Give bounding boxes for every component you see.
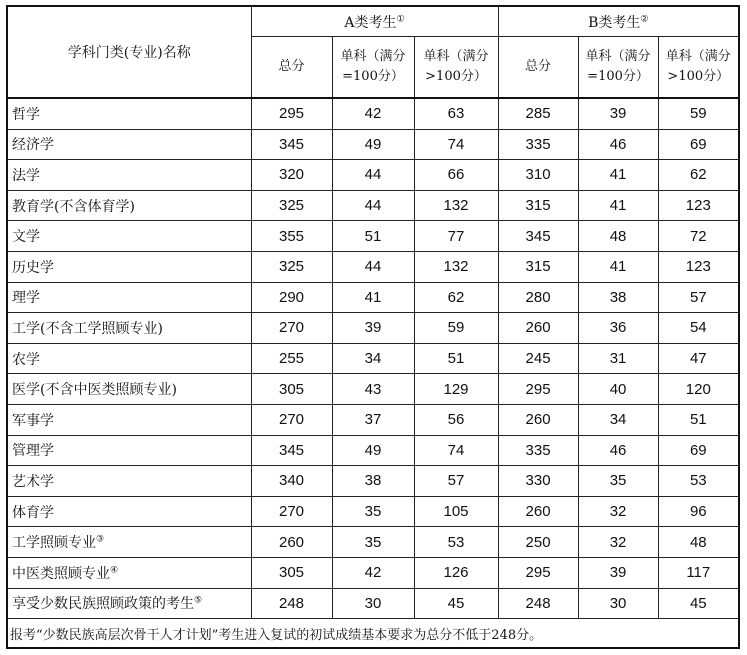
header-b-single-gt100-line2: >100分） — [667, 69, 730, 84]
header-group-b — [498, 6, 739, 37]
subject-name-cell — [7, 588, 251, 619]
subject-name-cell — [7, 282, 251, 313]
score-cell-b-sgt100: 69 — [658, 435, 739, 466]
score-cell-a-s100: 37 — [332, 404, 414, 435]
subject-name: 艺术学 — [12, 473, 54, 490]
table-row — [7, 343, 739, 374]
score-cell-a-s100: 43 — [332, 374, 414, 405]
score-cell-b-sgt100: 57 — [658, 282, 739, 313]
table-row — [7, 190, 739, 221]
subject-name-cell — [7, 190, 251, 221]
score-cell-b-total: 248 — [498, 588, 578, 619]
header-subject-name-label: 学科门类(专业)名称 — [67, 45, 191, 61]
header-b-single-gt100-line1: 单科（满分 — [665, 49, 731, 64]
score-cell-b-sgt100: 48 — [658, 527, 739, 558]
score-cell-a-total: 305 — [251, 374, 332, 405]
score-cell-b-s100: 31 — [578, 343, 658, 374]
subject-name: 文学 — [12, 229, 40, 246]
table-row — [7, 557, 739, 588]
header-a-single-gt100 — [414, 37, 498, 99]
subject-name-cell — [7, 313, 251, 344]
score-cell-a-sgt100: 57 — [414, 466, 498, 497]
score-cell-b-s100: 32 — [578, 496, 658, 527]
subject-name: 法学 — [12, 167, 40, 184]
footnote-mark: ⑤ — [194, 595, 203, 606]
subject-name: 历史学 — [12, 259, 54, 276]
header-a-single-100 — [332, 37, 414, 99]
score-cell-a-s100: 38 — [332, 466, 414, 497]
score-cell-b-s100: 32 — [578, 527, 658, 558]
score-cell-b-sgt100: 53 — [658, 466, 739, 497]
table-row — [7, 435, 739, 466]
score-cell-a-sgt100: 105 — [414, 496, 498, 527]
score-cell-a-sgt100: 77 — [414, 221, 498, 252]
score-cell-b-total: 295 — [498, 374, 578, 405]
header-a-single-100-line1: 单科（满分 — [340, 49, 406, 64]
subject-name-cell — [7, 527, 251, 558]
header-group-a-label: A类考生 — [344, 14, 397, 31]
subject-name: 理学 — [12, 290, 40, 307]
table-row — [7, 404, 739, 435]
score-cell-b-sgt100: 117 — [658, 557, 739, 588]
score-cell-a-sgt100: 132 — [414, 251, 498, 282]
score-cell-b-total: 280 — [498, 282, 578, 313]
score-cell-b-sgt100: 59 — [658, 98, 739, 129]
score-cell-a-sgt100: 62 — [414, 282, 498, 313]
score-cell-b-s100: 36 — [578, 313, 658, 344]
table-row — [7, 160, 739, 191]
header-row-groups — [7, 6, 739, 37]
score-cell-a-s100: 49 — [332, 435, 414, 466]
score-cell-a-total: 325 — [251, 190, 332, 221]
score-cell-a-s100: 51 — [332, 221, 414, 252]
score-cell-a-s100: 42 — [332, 557, 414, 588]
score-cell-a-sgt100: 45 — [414, 588, 498, 619]
header-subject-name — [7, 6, 251, 98]
table-row — [7, 466, 739, 497]
header-b-total — [498, 37, 578, 99]
table-row — [7, 313, 739, 344]
score-table — [6, 5, 740, 649]
subject-name: 哲学 — [12, 106, 40, 123]
subject-name: 农学 — [12, 351, 40, 368]
header-group-a-mark: ① — [396, 13, 405, 24]
score-cell-a-sgt100: 63 — [414, 98, 498, 129]
score-cell-a-total: 270 — [251, 404, 332, 435]
score-cell-b-total: 310 — [498, 160, 578, 191]
score-cell-b-total: 260 — [498, 313, 578, 344]
subject-name: 经济学 — [12, 137, 54, 154]
score-cell-a-s100: 42 — [332, 98, 414, 129]
score-cell-a-sgt100: 56 — [414, 404, 498, 435]
score-cell-a-sgt100: 59 — [414, 313, 498, 344]
score-cell-b-s100: 38 — [578, 282, 658, 313]
subject-name-cell — [7, 98, 251, 129]
score-cell-a-total: 270 — [251, 313, 332, 344]
table-row — [7, 588, 739, 619]
score-cell-a-s100: 35 — [332, 496, 414, 527]
subject-name: 中医类照顾专业 — [12, 565, 110, 582]
score-cell-a-sgt100: 74 — [414, 435, 498, 466]
score-cell-b-total: 335 — [498, 129, 578, 160]
score-cell-a-s100: 49 — [332, 129, 414, 160]
score-cell-a-total: 325 — [251, 251, 332, 282]
score-cell-b-s100: 46 — [578, 435, 658, 466]
header-b-single-gt100 — [658, 37, 739, 99]
score-cell-a-s100: 44 — [332, 251, 414, 282]
subject-name: 享受少数民族照顾政策的考生 — [12, 596, 194, 613]
note-row — [7, 619, 739, 649]
subject-name-cell — [7, 557, 251, 588]
score-cell-a-total: 305 — [251, 557, 332, 588]
table-row — [7, 527, 739, 558]
score-cell-b-s100: 39 — [578, 557, 658, 588]
subject-name: 教育学(不含体育学) — [12, 198, 135, 215]
score-cell-b-total: 250 — [498, 527, 578, 558]
score-cell-b-s100: 48 — [578, 221, 658, 252]
score-cell-b-sgt100: 69 — [658, 129, 739, 160]
score-cell-b-sgt100: 123 — [658, 190, 739, 221]
score-cell-a-sgt100: 126 — [414, 557, 498, 588]
score-cell-a-total: 270 — [251, 496, 332, 527]
subject-name: 管理学 — [12, 443, 54, 460]
subject-name: 医学(不含中医类照顾专业) — [12, 382, 177, 399]
header-a-single-100-line2: =100分） — [342, 69, 404, 84]
score-cell-a-total: 345 — [251, 435, 332, 466]
score-cell-a-total: 295 — [251, 98, 332, 129]
subject-name-cell — [7, 496, 251, 527]
footnote-mark: ④ — [110, 565, 119, 576]
score-cell-b-s100: 40 — [578, 374, 658, 405]
header-b-single-100-line2: =100分） — [587, 69, 649, 84]
header-a-total-label: 总分 — [278, 59, 305, 74]
score-cell-b-total: 295 — [498, 557, 578, 588]
table-row — [7, 251, 739, 282]
score-cell-a-sgt100: 74 — [414, 129, 498, 160]
score-table-container — [6, 5, 738, 649]
header-group-b-label: B类考生 — [588, 14, 641, 31]
score-cell-b-sgt100: 47 — [658, 343, 739, 374]
subject-name-cell — [7, 343, 251, 374]
header-a-total — [251, 37, 332, 99]
table-body — [7, 98, 739, 619]
score-cell-b-s100: 41 — [578, 160, 658, 191]
header-group-a — [251, 6, 498, 37]
score-cell-b-sgt100: 120 — [658, 374, 739, 405]
score-cell-a-sgt100: 51 — [414, 343, 498, 374]
score-cell-b-s100: 41 — [578, 190, 658, 221]
table-row — [7, 129, 739, 160]
subject-name-cell — [7, 129, 251, 160]
score-cell-b-total: 315 — [498, 190, 578, 221]
subject-name-cell — [7, 404, 251, 435]
score-cell-b-total: 330 — [498, 466, 578, 497]
score-cell-b-s100: 34 — [578, 404, 658, 435]
header-b-single-100-line1: 单科（满分 — [585, 49, 651, 64]
score-cell-b-sgt100: 96 — [658, 496, 739, 527]
subject-name-cell — [7, 221, 251, 252]
table-row — [7, 98, 739, 129]
table-row — [7, 221, 739, 252]
score-cell-b-total: 245 — [498, 343, 578, 374]
header-b-single-100 — [578, 37, 658, 99]
score-cell-a-total: 355 — [251, 221, 332, 252]
subject-name-cell — [7, 251, 251, 282]
subject-name-cell — [7, 160, 251, 191]
header-group-b-mark: ② — [640, 13, 649, 24]
score-cell-a-s100: 35 — [332, 527, 414, 558]
score-cell-b-sgt100: 62 — [658, 160, 739, 191]
score-cell-a-total: 320 — [251, 160, 332, 191]
header-a-single-gt100-line1: 单科（满分 — [423, 49, 489, 64]
score-cell-b-sgt100: 72 — [658, 221, 739, 252]
score-cell-b-s100: 41 — [578, 251, 658, 282]
footnote-mark: ③ — [96, 534, 105, 545]
score-cell-b-s100: 46 — [578, 129, 658, 160]
subject-name: 军事学 — [12, 412, 54, 429]
score-cell-a-total: 260 — [251, 527, 332, 558]
header-b-total-label: 总分 — [525, 59, 552, 74]
score-cell-b-sgt100: 54 — [658, 313, 739, 344]
score-cell-a-s100: 44 — [332, 160, 414, 191]
score-cell-a-s100: 44 — [332, 190, 414, 221]
score-cell-b-sgt100: 123 — [658, 251, 739, 282]
score-cell-b-s100: 39 — [578, 98, 658, 129]
score-cell-a-total: 290 — [251, 282, 332, 313]
subject-name-cell — [7, 374, 251, 405]
table-row — [7, 374, 739, 405]
score-cell-b-total: 345 — [498, 221, 578, 252]
score-cell-a-total: 255 — [251, 343, 332, 374]
score-cell-b-total: 260 — [498, 404, 578, 435]
score-cell-b-total: 315 — [498, 251, 578, 282]
table-row — [7, 496, 739, 527]
table-row — [7, 282, 739, 313]
score-cell-a-s100: 41 — [332, 282, 414, 313]
score-cell-a-s100: 30 — [332, 588, 414, 619]
score-cell-a-sgt100: 132 — [414, 190, 498, 221]
subject-name-cell — [7, 466, 251, 497]
score-cell-a-sgt100: 66 — [414, 160, 498, 191]
score-cell-a-s100: 39 — [332, 313, 414, 344]
score-cell-b-total: 260 — [498, 496, 578, 527]
score-cell-a-s100: 34 — [332, 343, 414, 374]
score-cell-b-sgt100: 45 — [658, 588, 739, 619]
footnote: 报考“少数民族高层次骨干人才计划”考生进入复试的初试成绩基本要求为总分不低于248分。 — [7, 619, 739, 649]
score-cell-b-s100: 35 — [578, 466, 658, 497]
score-cell-b-total: 285 — [498, 98, 578, 129]
subject-name: 体育学 — [12, 504, 54, 521]
score-cell-a-total: 248 — [251, 588, 332, 619]
subject-name: 工学(不含工学照顾专业) — [12, 320, 163, 337]
score-cell-b-total: 335 — [498, 435, 578, 466]
subject-name: 工学照顾专业 — [12, 535, 96, 552]
score-cell-a-total: 345 — [251, 129, 332, 160]
score-cell-b-s100: 30 — [578, 588, 658, 619]
subject-name-cell — [7, 435, 251, 466]
score-cell-a-sgt100: 53 — [414, 527, 498, 558]
score-cell-a-sgt100: 129 — [414, 374, 498, 405]
score-cell-a-total: 340 — [251, 466, 332, 497]
score-cell-b-sgt100: 51 — [658, 404, 739, 435]
header-a-single-gt100-line2: >100分） — [425, 69, 487, 84]
